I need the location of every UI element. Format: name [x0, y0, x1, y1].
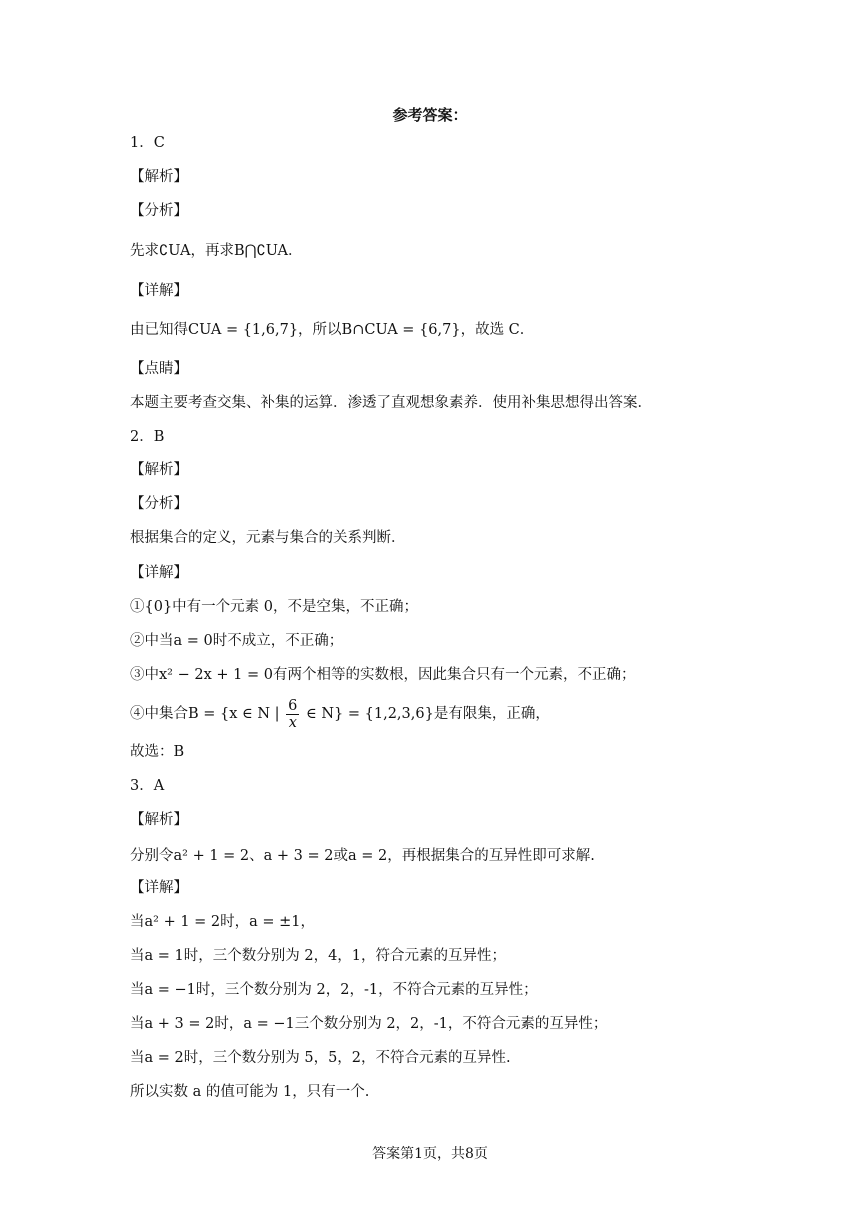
text-line: 当a = 2时，三个数分别为 5，5，2，不符合元素的互异性. — [130, 1050, 511, 1066]
section-heading: 【点睛】 — [130, 361, 188, 377]
section-heading: 【解析】 — [130, 169, 188, 185]
text-line: 所以实数 a 的值可能为 1，只有一个. — [130, 1084, 370, 1100]
fraction — [286, 698, 299, 731]
page-title: 参考答案： — [392, 106, 468, 124]
text-line: ②中当a = 0时不成立，不正确； — [130, 633, 344, 649]
section-heading: 【详解】 — [130, 565, 188, 581]
text-line: 当a = −1时，三个数分别为 2，2，-1，不符合元素的互异性； — [130, 982, 538, 998]
text-segment: ④中集合B = {x ∈ N | — [130, 706, 280, 722]
page-footer: 答案第1页，共8页 — [372, 1146, 488, 1162]
fraction-denominator: x — [288, 714, 297, 731]
text-line: 当a² + 1 = 2时，a = ±1， — [130, 914, 316, 930]
section-heading: 【解析】 — [130, 462, 188, 478]
text-line: 当a = 1时，三个数分别为 2，4，1，符合元素的互异性； — [130, 948, 507, 964]
fraction-numerator: 6 — [288, 697, 298, 714]
answer-number: 1．C — [130, 135, 165, 151]
text-line: 本题主要考查交集、补集的运算．渗透了直观想象素养．使用补集思想得出答案． — [130, 395, 652, 411]
answer-number: 3．A — [130, 778, 165, 794]
text-line: ①{0}中有一个元素 0，不是空集，不正确； — [130, 599, 419, 615]
text-line-with-fraction — [130, 695, 550, 733]
text-line: 当a + 3 = 2时，a = −1三个数分别为 2，2，-1，不符合元素的互异性； — [130, 1016, 608, 1032]
section-heading: 【分析】 — [130, 496, 188, 512]
section-heading: 【详解】 — [130, 283, 188, 299]
text-line: 分别令a² + 1 = 2、a + 3 = 2或a = 2，再根据集合的互异性即可求解. — [130, 848, 595, 864]
answer-number: 2．B — [130, 429, 165, 445]
text-line: 先求∁UA，再求B⋂∁UA． — [130, 243, 303, 259]
text-line: 由已知得CUA = {1,6,7}，所以B∩CUA = {6,7}，故选 C． — [130, 322, 535, 338]
section-heading: 【分析】 — [130, 203, 188, 219]
text-segment: ∈ N} = {1,2,3,6}是有限集，正确， — [306, 706, 550, 722]
text-line: 根据集合的定义，元素与集合的关系判断． — [130, 530, 406, 546]
section-heading: 【详解】 — [130, 880, 188, 896]
text-line: 故选：B — [130, 744, 185, 760]
text-line: ③中x² − 2x + 1 = 0有两个相等的实数根，因此集合只有一个元素，不正确； — [130, 667, 636, 683]
section-heading: 【解析】 — [130, 812, 188, 828]
